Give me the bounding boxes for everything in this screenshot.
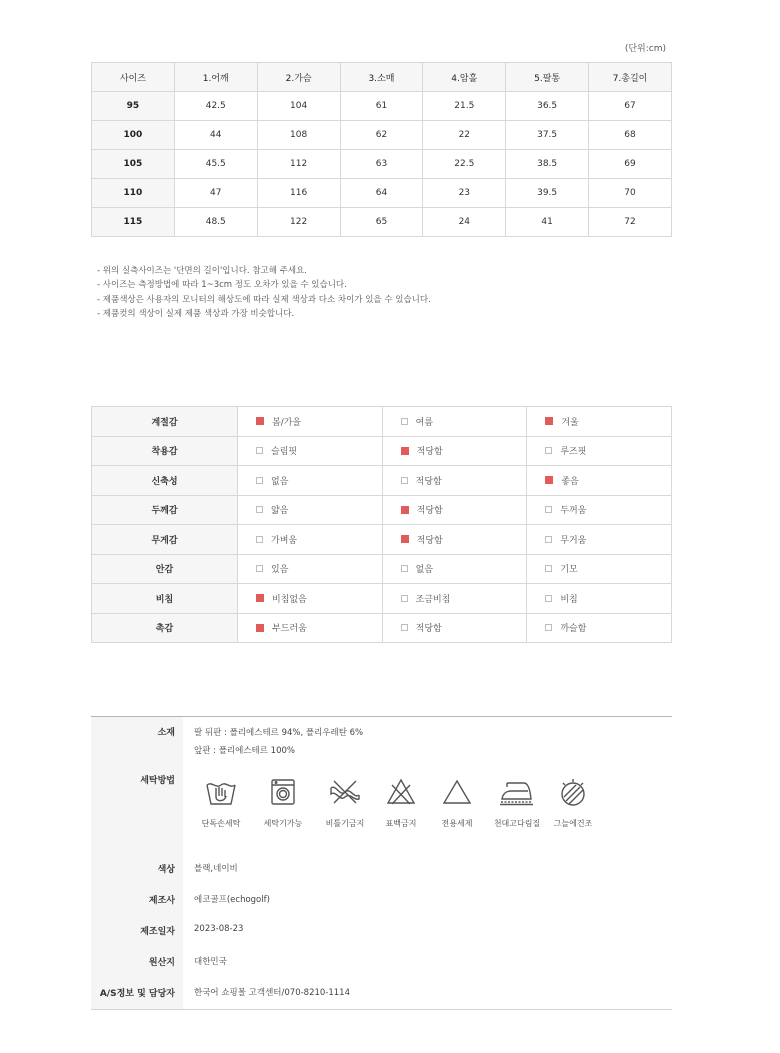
feature-row — [92, 613, 672, 643]
unchecked-box-icon — [545, 447, 552, 454]
washing-label: 세탁방법 — [140, 776, 175, 786]
manufacture-date-value: 2023-08-23 — [194, 924, 244, 934]
table-cell: 116 — [257, 179, 340, 208]
table-cell: 22 — [423, 121, 506, 150]
checked-box-icon — [256, 624, 264, 632]
feature-option — [527, 584, 672, 614]
feature-option — [238, 554, 383, 584]
table-cell: 64 — [340, 179, 423, 208]
size-cell: 105 — [92, 150, 175, 179]
care-label: 전용세제 — [441, 819, 473, 828]
header-cell: 4.암홀 — [423, 63, 506, 92]
feature-option — [527, 436, 672, 466]
feature-label: 촉감 — [92, 613, 238, 643]
table-cell: 104 — [257, 92, 340, 121]
feature-label: 착용감 — [92, 436, 238, 466]
feature-option — [238, 407, 383, 437]
feature-option-label: 없음 — [271, 476, 289, 487]
feature-row — [92, 525, 672, 555]
unchecked-box-icon — [256, 447, 263, 454]
feature-option — [382, 436, 527, 466]
note-line: - 제품색상은 사용자의 모니터의 해상도에 따라 실제 색상과 다소 차이가 있을 수 있습니다. — [97, 294, 431, 305]
feature-option — [382, 554, 527, 584]
header-cell: 사이즈 — [92, 63, 175, 92]
feature-row — [92, 436, 672, 466]
color-value: 블랙,네이비 — [194, 864, 238, 874]
unchecked-box-icon — [401, 418, 408, 425]
feature-option — [238, 525, 383, 555]
unchecked-box-icon — [545, 595, 552, 602]
table-cell: 70 — [589, 179, 672, 208]
unchecked-box-icon — [401, 477, 408, 484]
table-cell: 122 — [257, 208, 340, 237]
table-cell: 61 — [340, 92, 423, 121]
origin-label: 원산지 — [148, 958, 175, 968]
feature-option-label: 루즈핏 — [560, 447, 587, 458]
checked-box-icon — [545, 476, 553, 484]
table-cell: 72 — [589, 208, 672, 237]
care-item — [427, 777, 487, 829]
table-cell: 21.5 — [423, 92, 506, 121]
feature-option-label: 얇음 — [271, 506, 289, 517]
as-info-value: 한국어 쇼핑몰 고객센터/070-8210-1114 — [194, 988, 351, 998]
table-cell: 63 — [340, 150, 423, 179]
unchecked-box-icon — [545, 624, 552, 631]
as-info-label: A/S정보 및 담당자 — [99, 989, 175, 999]
feature-option — [382, 525, 527, 555]
care-item — [371, 777, 431, 829]
checked-box-icon — [545, 417, 553, 425]
table-cell: 45.5 — [174, 150, 257, 179]
size-cell: 100 — [92, 121, 175, 150]
feature-option-label: 적당함 — [415, 476, 442, 487]
feature-option — [527, 407, 672, 437]
feature-option — [527, 495, 672, 525]
size-table-header — [92, 63, 672, 92]
feature-option-label: 무거움 — [560, 535, 587, 546]
care-item — [253, 777, 313, 829]
feature-option-label: 좋음 — [561, 476, 579, 487]
unchecked-box-icon — [545, 536, 552, 543]
feature-option — [238, 613, 383, 643]
size-cell: 95 — [92, 92, 175, 121]
feature-label: 두께감 — [92, 495, 238, 525]
manufacture-date-label: 제조일자 — [140, 927, 175, 937]
care-label: 그늘에건조 — [553, 819, 593, 828]
table-cell: 24 — [423, 208, 506, 237]
unit-label: (단위:cm) — [624, 44, 666, 54]
maker-label: 제조사 — [148, 896, 175, 906]
feature-option-label: 겨울 — [561, 417, 579, 428]
feature-label: 무게감 — [92, 525, 238, 555]
feature-option — [238, 466, 383, 496]
feature-option-label: 두꺼움 — [560, 506, 587, 517]
feature-option — [527, 613, 672, 643]
table-cell: 22.5 — [423, 150, 506, 179]
hand-wash-icon — [191, 777, 251, 809]
unchecked-box-icon — [401, 624, 408, 631]
table-cell: 68 — [589, 121, 672, 150]
table-cell: 42.5 — [174, 92, 257, 121]
no-bleach-icon — [371, 777, 431, 809]
checked-box-icon — [401, 535, 409, 543]
header-cell: 1.어깨 — [174, 63, 257, 92]
color-label: 색상 — [157, 865, 175, 875]
table-cell: 23 — [423, 179, 506, 208]
checked-box-icon — [401, 447, 409, 455]
feature-option — [527, 466, 672, 496]
feature-option — [527, 525, 672, 555]
feature-option — [238, 495, 383, 525]
feature-table — [91, 406, 672, 643]
care-label: 표백금지 — [385, 819, 417, 828]
feature-option-label: 적당함 — [416, 506, 443, 517]
feature-row — [92, 584, 672, 614]
material-label: 소재 — [157, 728, 175, 738]
table-cell: 48.5 — [174, 208, 257, 237]
table-cell: 41 — [506, 208, 589, 237]
feature-option-label: 적당함 — [416, 535, 443, 546]
care-item — [315, 777, 375, 829]
iron-icon — [487, 777, 547, 809]
table-cell: 47 — [174, 179, 257, 208]
checked-box-icon — [401, 506, 409, 514]
feature-label: 계절감 — [92, 407, 238, 437]
maker-value: 에코골프(echogolf) — [194, 895, 270, 905]
size-table — [91, 62, 672, 237]
table-row — [92, 92, 672, 121]
note-line: - 사이즈는 측정방법에 따라 1~3cm 정도 오차가 있을 수 있습니다. — [97, 280, 347, 291]
header-cell: 5.팔통 — [506, 63, 589, 92]
feature-label: 비침 — [92, 584, 238, 614]
feature-option — [382, 584, 527, 614]
origin-value: 대한민국 — [194, 957, 227, 967]
unchecked-box-icon — [256, 506, 263, 513]
feature-option-label: 슬림핏 — [271, 447, 298, 458]
table-cell: 38.5 — [506, 150, 589, 179]
unchecked-box-icon — [401, 595, 408, 602]
header-cell: 3.소매 — [340, 63, 423, 92]
unchecked-box-icon — [401, 565, 408, 572]
table-cell: 65 — [340, 208, 423, 237]
unchecked-box-icon — [256, 477, 263, 484]
table-cell: 44 — [174, 121, 257, 150]
material-line-1: 팔 뒤판 : 폴리에스테르 94%, 폴리우레탄 6% — [194, 728, 364, 738]
feature-option-label: 까슬함 — [560, 624, 587, 635]
checked-box-icon — [256, 594, 264, 602]
table-cell: 108 — [257, 121, 340, 150]
header-cell: 2.가슴 — [257, 63, 340, 92]
size-cell: 115 — [92, 208, 175, 237]
table-row — [92, 208, 672, 237]
feature-option-label: 부드러움 — [272, 624, 307, 635]
note-line: - 제품컷의 색상이 실제 제품 색상과 가장 비슷합니다. — [97, 308, 295, 319]
washing-machine-icon — [253, 777, 313, 809]
unchecked-box-icon — [256, 565, 263, 572]
feature-label: 신축성 — [92, 466, 238, 496]
size-notes — [97, 264, 431, 321]
feature-option — [238, 436, 383, 466]
feature-option-label: 조금비침 — [415, 594, 451, 605]
size-cell: 110 — [92, 179, 175, 208]
feature-option-label: 적당함 — [415, 624, 442, 635]
material-line-2: 앞판 : 폴리에스테르 100% — [194, 746, 295, 756]
header-cell: 7.총길이 — [589, 63, 672, 92]
shade-dry-icon — [543, 777, 603, 809]
table-row — [92, 121, 672, 150]
feature-row — [92, 407, 672, 437]
table-cell: 112 — [257, 150, 340, 179]
unchecked-box-icon — [545, 565, 552, 572]
feature-label: 안감 — [92, 554, 238, 584]
feature-option-label: 봄/가을 — [272, 417, 302, 428]
feature-option — [527, 554, 672, 584]
care-icons — [191, 777, 601, 837]
feature-option-label: 비침없음 — [272, 594, 307, 605]
feature-row — [92, 466, 672, 496]
feature-option-label: 여름 — [415, 417, 434, 428]
feature-row — [92, 495, 672, 525]
table-row — [92, 150, 672, 179]
feature-option — [382, 407, 527, 437]
feature-option-label: 적당함 — [416, 447, 443, 458]
table-cell: 37.5 — [506, 121, 589, 150]
care-label: 단독손세탁 — [201, 819, 241, 828]
feature-option-label: 가벼움 — [271, 535, 298, 546]
no-wring-icon — [315, 777, 375, 809]
product-info — [91, 716, 672, 1010]
care-item — [543, 777, 603, 829]
feature-option-label: 기모 — [560, 565, 578, 576]
table-cell: 62 — [340, 121, 423, 150]
table-cell: 36.5 — [506, 92, 589, 121]
bleach-triangle-icon — [427, 777, 487, 809]
unchecked-box-icon — [256, 536, 263, 543]
care-label: 비틀기금지 — [325, 819, 365, 828]
feature-option — [238, 584, 383, 614]
care-label: 천대고다림질 — [493, 819, 541, 828]
feature-option-label: 없음 — [415, 565, 434, 576]
feature-option — [382, 466, 527, 496]
table-row — [92, 179, 672, 208]
feature-option-label: 있음 — [271, 565, 289, 576]
care-label: 세탁기가능 — [263, 819, 303, 828]
note-line: - 위의 실측사이즈는 '단면의 길이'입니다. 참고해 주세요. — [97, 266, 307, 276]
feature-option-label: 비침 — [560, 594, 578, 605]
care-item — [191, 777, 251, 829]
table-cell: 67 — [589, 92, 672, 121]
care-item — [487, 777, 547, 829]
feature-option — [382, 495, 527, 525]
checked-box-icon — [256, 417, 264, 425]
table-cell: 39.5 — [506, 179, 589, 208]
feature-option — [382, 613, 527, 643]
feature-row — [92, 554, 672, 584]
unchecked-box-icon — [545, 506, 552, 513]
table-cell: 69 — [589, 150, 672, 179]
